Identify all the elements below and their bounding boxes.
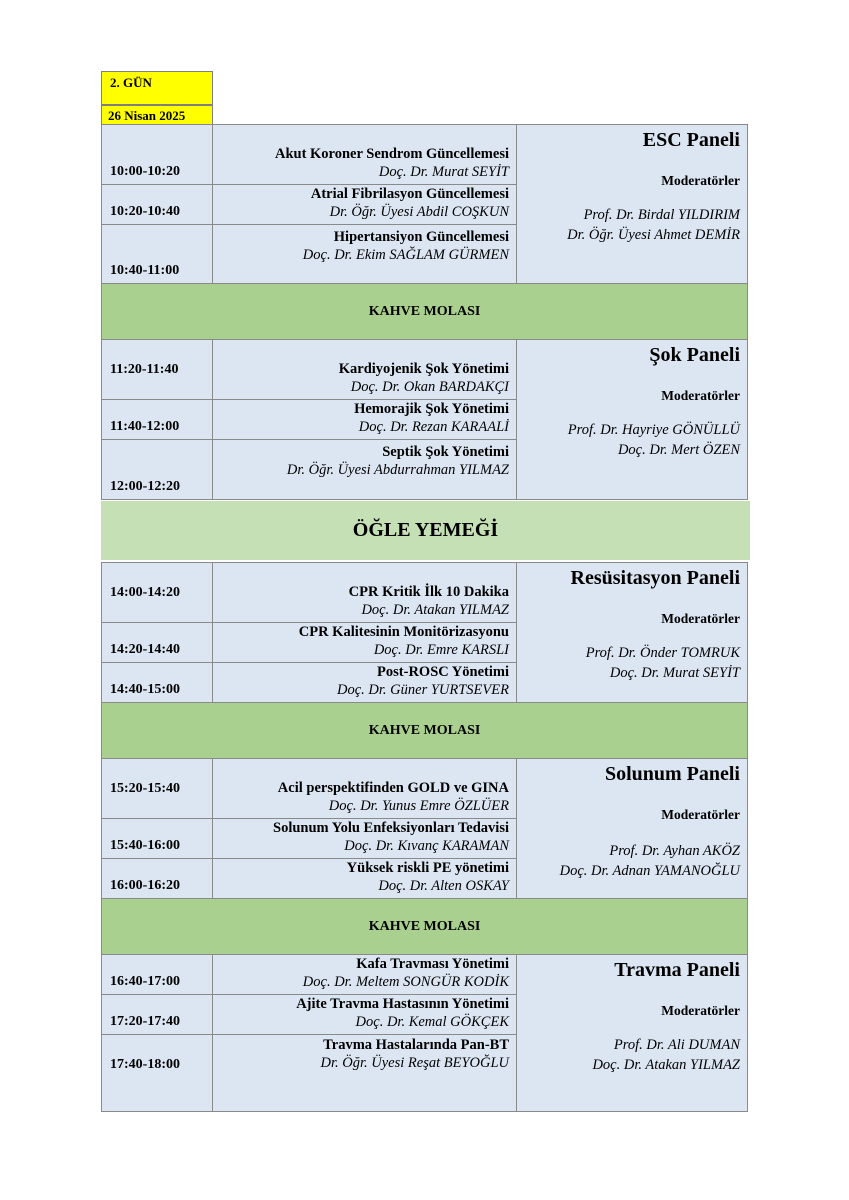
talk-title: Travma Hastalarında Pan-BT — [323, 1037, 509, 1053]
panel-cell — [516, 954, 748, 1112]
moderators-label: Moderatörler — [661, 807, 740, 822]
panel-cell — [516, 758, 748, 899]
talk-title: Hipertansiyon Güncellemesi — [333, 229, 509, 245]
time-text: 15:40-16:00 — [110, 838, 180, 853]
time-cell — [101, 994, 213, 1035]
talk-title: Hemorajik Şok Yönetimi — [354, 401, 509, 417]
time-cell — [101, 858, 213, 899]
talk-cell — [212, 124, 517, 185]
talk-cell — [212, 224, 517, 284]
talk-title: Ajite Travma Hastasının Yönetimi — [296, 996, 509, 1012]
talk-cell — [212, 399, 517, 440]
talk-title: CPR Kalitesinin Monitörizasyonu — [298, 624, 509, 640]
coffee-break — [101, 898, 748, 955]
talk-title: Kafa Travması Yönetimi — [356, 956, 509, 972]
talk-title: Yüksek riskli PE yönetimi — [346, 860, 509, 876]
schedule-table — [101, 124, 748, 1112]
talk-title: Solunum Yolu Enfeksiyonları Tedavisi — [273, 820, 509, 836]
time-cell — [101, 439, 213, 500]
talk-speaker: Doç. Dr. Murat SEYİT — [378, 164, 509, 180]
moderators-label: Moderatörler — [661, 1003, 740, 1018]
time-cell — [101, 562, 213, 623]
time-text: 16:40-17:00 — [110, 974, 180, 989]
talk-title: Akut Koroner Sendrom Güncellemesi — [274, 146, 509, 162]
time-cell — [101, 818, 213, 859]
time-text: 12:00-12:20 — [110, 479, 180, 494]
talk-speaker: Doç. Dr. Kıvanç KARAMAN — [344, 838, 509, 854]
talk-cell — [212, 184, 517, 225]
talk-speaker: Doç. Dr. Kemal GÖKÇEK — [355, 1014, 509, 1030]
talk-cell — [212, 622, 517, 663]
time-cell — [101, 124, 213, 185]
talk-speaker: Doç. Dr. Yunus Emre ÖZLÜER — [328, 798, 509, 814]
moderators-label: Moderatörler — [661, 388, 740, 403]
talk-speaker: Doç. Dr. Atakan YILMAZ — [361, 602, 509, 618]
talk-cell — [212, 994, 517, 1035]
moderator: Doç. Dr. Atakan YILMAZ — [592, 1057, 740, 1073]
moderator: Prof. Dr. Birdal YILDIRIM — [583, 207, 740, 223]
time-cell — [101, 954, 213, 995]
time-text: 10:20-10:40 — [110, 204, 180, 219]
time-cell — [101, 184, 213, 225]
talk-speaker: Doç. Dr. Rezan KARAALİ — [358, 419, 509, 435]
time-text: 11:20-11:40 — [110, 361, 179, 377]
moderator: Doç. Dr. Murat SEYİT — [609, 665, 740, 681]
talk-cell — [212, 1034, 517, 1112]
talk-cell — [212, 758, 517, 819]
moderator: Doç. Dr. Adnan YAMANOĞLU — [559, 863, 740, 879]
panel-title: Travma Paneli — [614, 959, 740, 981]
moderator: Prof. Dr. Hayriye GÖNÜLLÜ — [567, 422, 740, 438]
moderator: Dr. Öğr. Üyesi Ahmet DEMİR — [567, 227, 740, 243]
panel-cell — [516, 124, 748, 284]
break-label: KAHVE MOLASI — [368, 303, 481, 319]
time-cell — [101, 758, 213, 819]
time-cell — [101, 622, 213, 663]
panel-title: Solunum Paneli — [604, 763, 740, 785]
talk-speaker: Dr. Öğr. Üyesi Abdil COŞKUN — [329, 204, 509, 220]
talk-cell — [212, 562, 517, 623]
time-text: 16:00-16:20 — [110, 878, 180, 893]
talk-title: Septik Şok Yönetimi — [382, 444, 509, 460]
talk-cell — [212, 858, 517, 899]
talk-speaker: Doç. Dr. Okan BARDAKÇI — [350, 379, 509, 395]
day-label: 2. GÜN — [101, 71, 213, 105]
talk-cell — [212, 439, 517, 500]
time-text: 14:40-15:00 — [110, 682, 180, 697]
talk-speaker: Dr. Öğr. Üyesi Abdurrahman YILMAZ — [286, 462, 509, 478]
talk-title: Kardiyojenik Şok Yönetimi — [338, 361, 509, 377]
lunch-break — [101, 501, 750, 560]
talk-speaker: Doç. Dr. Emre KARSLI — [373, 642, 509, 658]
coffee-break — [101, 283, 748, 340]
time-text: 14:00-14:20 — [110, 584, 180, 600]
time-text: 10:40-11:00 — [110, 263, 180, 278]
time-text: 11:40-12:00 — [110, 419, 180, 434]
talk-title: Acil perspektifinden GOLD ve GINA — [277, 780, 509, 796]
panel-title: Resüsitasyon Paneli — [570, 567, 740, 589]
talk-title: Post-ROSC Yönetimi — [377, 664, 509, 680]
time-text: 10:00-10:20 — [110, 164, 180, 179]
lunch-label: ÖĞLE YEMEĞİ — [352, 519, 499, 541]
moderator: Doç. Dr. Mert ÖZEN — [617, 442, 740, 458]
panel-title: ESC Paneli — [642, 129, 740, 151]
time-text: 17:40-18:00 — [110, 1057, 180, 1072]
panel-cell — [516, 562, 748, 703]
talk-speaker: Doç. Dr. Meltem SONGÜR KODİK — [302, 974, 509, 990]
talk-speaker: Doç. Dr. Alten OSKAY — [378, 878, 509, 894]
time-text: 15:20-15:40 — [110, 780, 180, 796]
talk-cell — [212, 662, 517, 703]
break-label: KAHVE MOLASI — [368, 722, 481, 738]
panel-title: Şok Paneli — [649, 344, 740, 366]
talk-title: CPR Kritik İlk 10 Dakika — [348, 584, 509, 600]
talk-cell — [212, 339, 517, 400]
moderator: Prof. Dr. Ali DUMAN — [613, 1037, 740, 1053]
talk-speaker: Doç. Dr. Güner YURTSEVER — [337, 682, 509, 698]
talk-cell — [212, 818, 517, 859]
time-cell — [101, 339, 213, 400]
moderator: Prof. Dr. Önder TOMRUK — [585, 645, 740, 661]
moderators-label: Moderatörler — [661, 611, 740, 626]
day-date: 26 Nisan 2025 — [101, 105, 213, 125]
talk-cell — [212, 954, 517, 995]
time-cell — [101, 662, 213, 703]
time-cell — [101, 399, 213, 440]
coffee-break — [101, 702, 748, 759]
time-text: 14:20-14:40 — [110, 642, 180, 657]
moderators-label: Moderatörler — [661, 173, 740, 188]
talk-title: Atrial Fibrilasyon Güncellemesi — [310, 186, 509, 202]
moderator: Prof. Dr. Ayhan AKÖZ — [609, 843, 740, 859]
break-label: KAHVE MOLASI — [368, 918, 481, 934]
time-text: 17:20-17:40 — [110, 1014, 180, 1029]
panel-cell — [516, 339, 748, 500]
time-cell — [101, 224, 213, 284]
talk-speaker: Dr. Öğr. Üyesi Reşat BEYOĞLU — [320, 1055, 509, 1071]
time-cell — [101, 1034, 213, 1112]
talk-speaker: Doç. Dr. Ekim SAĞLAM GÜRMEN — [302, 247, 509, 263]
